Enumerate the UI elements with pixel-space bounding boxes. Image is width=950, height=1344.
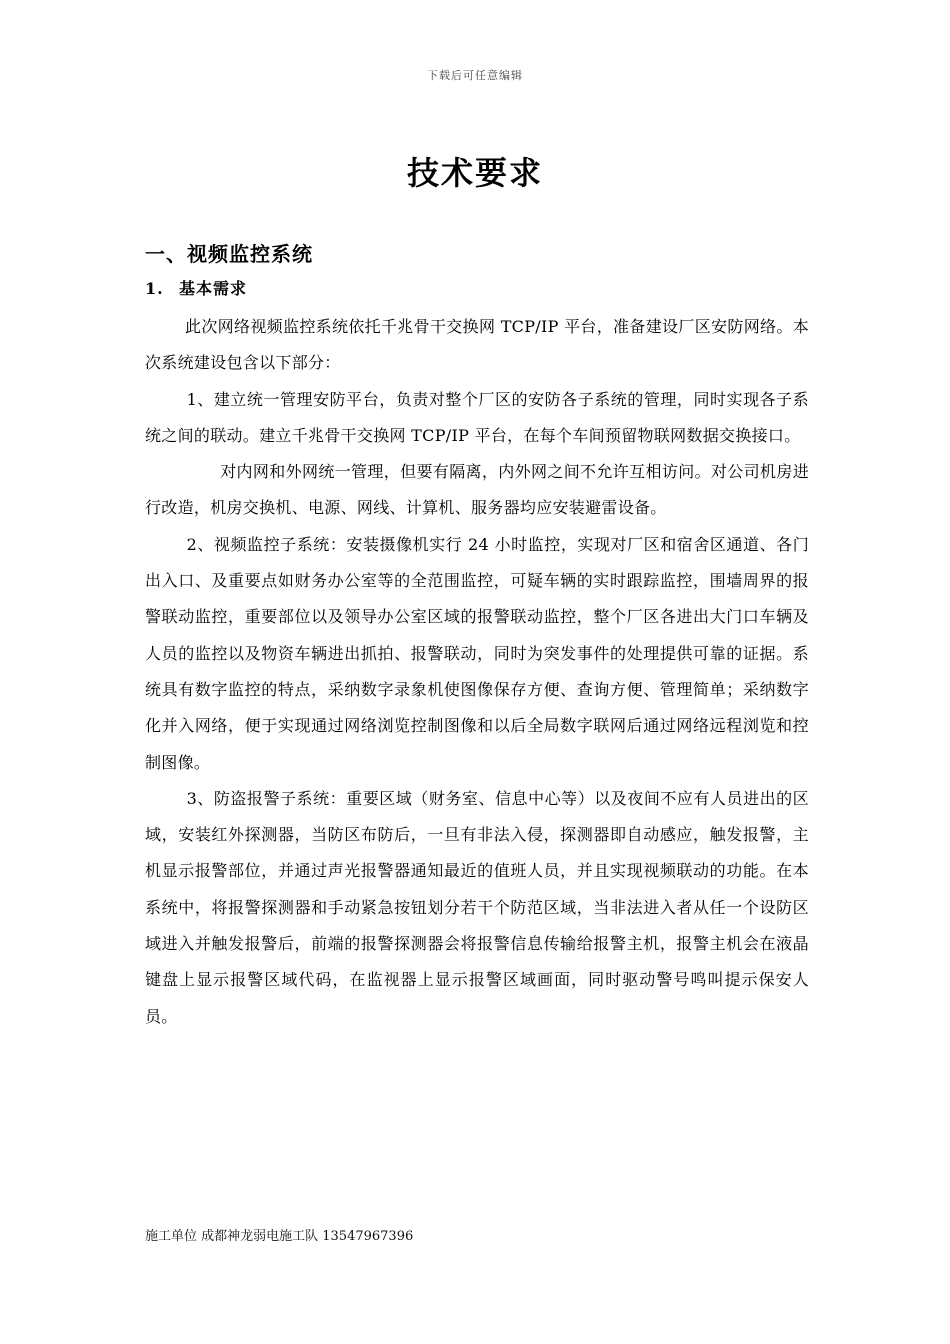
footer-note: 施工单位 成都神龙弱电施工队 13547967396 <box>145 1229 414 1244</box>
section-heading: 一、视频监控系统 <box>145 242 313 266</box>
body-text <box>145 309 809 1035</box>
paragraph-item-3: 3、防盗报警子系统：重要区域（财务室、信息中心等）以及夜间不应有人员进出的区域，安装红外探测器，当防区布防后，一旦有非法入侵，探测器即自动感应，触发报警，主机显示报警部位，并通过声光报警器通知最近的值班人员，并且实现视频联动的功能。在本系统中，将报警探测器和手动紧急按钮划分若干个防范区域，当非法进入者从任一个设防区域进入并触发报警后，前端的报警探测器会将报警信息传输给报警主机，报警主机会在液晶键盘上显示报警区域代码，在监视器上显示报警区域画面，同时驱动警号鸣叫提示保安人员。 <box>145 788 809 1026</box>
paragraph-item-2: 2、视频监控子系统：安装摄像机实行 24 小时监控，实现对厂区和宿舍区通道、各门出入口、及重要点如财务办公室等的全范围监控，可疑车辆的实时跟踪监控，围墙周界的报警联动监控，重要部位以及领导办公室区域的报警联动监控，整个厂区各进出大门口车辆及人员的监控以及物资车辆进出抓拍、报警联动，同时为突发事件的处理提供可靠的证据。系统具有数字监控的特点，采纳数字录象机使图像保存方便、查询方便、管理简单；采纳数字化并入网络，便于实现通过网络浏览控制图像和以后全局数字联网后通过网络远程浏览和控制图像。 <box>145 534 809 772</box>
sub-heading <box>145 276 247 299</box>
paragraph-intro: 此次网络视频监控系统依托千兆骨干交换网 TCP/IP 平台，准备建设厂区安防网络。本次系统建设包含以下部分： <box>145 317 809 373</box>
document-title: 技术要求 <box>406 154 543 192</box>
header-note: 下载后可任意编辑 <box>427 69 523 82</box>
sub-heading-text: 基本需求 <box>179 279 248 298</box>
paragraph-item-1: 1、建立统一管理安防平台，负责对整个厂区的安防各子系统的管理，同时实现各子系统之间的联动。建立千兆骨干交换网 TCP/IP 平台，在每个车间预留物联网数据交换接口。 <box>145 389 809 445</box>
paragraph-network: 对内网和外网统一管理，但要有隔离，内外网之间不允许互相访问。对公司机房进行改造，机房交换机、电源、网线、计算机、服务器均应安装避雷设备。 <box>145 462 809 518</box>
sub-heading-number: 1. <box>145 279 164 298</box>
